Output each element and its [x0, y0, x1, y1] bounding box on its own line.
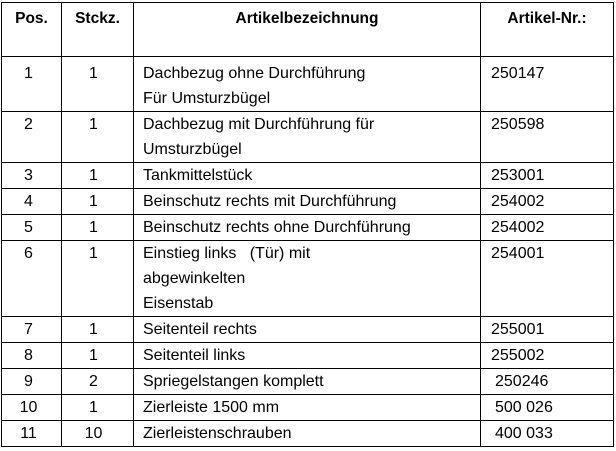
cell-article-number: 255002	[481, 343, 614, 369]
cell-description	[134, 163, 481, 189]
description-line: Umsturzbügel	[143, 141, 242, 158]
table-row	[2, 421, 614, 447]
description-line: Seitenteil links	[143, 347, 246, 364]
description-line: Dachbezug mit Durchführung für	[143, 116, 375, 133]
cell-article-number: 250598	[481, 112, 614, 163]
cell-description	[134, 241, 481, 317]
table-row	[2, 317, 614, 343]
table-row	[2, 241, 614, 317]
description-line: Einstieg links (Tür) mit	[143, 245, 311, 262]
cell-pos: 11	[2, 421, 62, 447]
cell-article-number: 255001	[481, 317, 614, 343]
cell-description	[134, 189, 481, 215]
cell-pos: 5	[2, 215, 62, 241]
header-description: Artikelbezeichnung	[134, 3, 481, 57]
header-article-number: Artikel-Nr.:	[481, 3, 614, 57]
cell-article-number: 253001	[481, 163, 614, 189]
cell-pos: 6	[2, 241, 62, 317]
cell-qty: 1	[62, 189, 134, 215]
cell-pos: 2	[2, 112, 62, 163]
cell-pos: 4	[2, 189, 62, 215]
cell-pos: 3	[2, 163, 62, 189]
cell-qty: 1	[62, 112, 134, 163]
cell-qty: 1	[62, 215, 134, 241]
cell-article-number: 254002	[481, 189, 614, 215]
table-row	[2, 163, 614, 189]
cell-qty: 1	[62, 57, 134, 112]
cell-qty: 2	[62, 369, 134, 395]
table-row	[2, 369, 614, 395]
cell-article-number: 500 026	[481, 395, 614, 421]
cell-article-number: 400 033	[481, 421, 614, 447]
header-qty: Stckz.	[62, 3, 134, 57]
cell-description	[134, 215, 481, 241]
description-line: abgewinkelten	[143, 270, 246, 287]
cell-description	[134, 112, 481, 163]
description-line: Beinschutz rechts mit Durchführung	[143, 193, 397, 210]
table-row	[2, 57, 614, 112]
cell-article-number: 250147	[481, 57, 614, 112]
cell-description	[134, 369, 481, 395]
table-body	[2, 57, 614, 447]
cell-qty: 10	[62, 421, 134, 447]
cell-description	[134, 395, 481, 421]
description-line: Eisenstab	[143, 295, 214, 312]
table-row	[2, 215, 614, 241]
cell-pos: 10	[2, 395, 62, 421]
cell-article-number: 254001	[481, 241, 614, 317]
table-row	[2, 343, 614, 369]
description-line: Für Umsturzbügel	[143, 90, 271, 107]
cell-pos: 1	[2, 57, 62, 112]
description-line: Tankmittelstück	[143, 167, 253, 184]
cell-article-number: 254002	[481, 215, 614, 241]
description-line: Zierleistenschrauben	[143, 425, 292, 442]
table-row	[2, 395, 614, 421]
parts-table	[1, 2, 614, 447]
description-line: Zierleiste 1500 mm	[143, 399, 280, 416]
cell-qty: 1	[62, 163, 134, 189]
cell-description	[134, 57, 481, 112]
cell-pos: 9	[2, 369, 62, 395]
table-row	[2, 189, 614, 215]
table-row	[2, 112, 614, 163]
cell-qty: 1	[62, 317, 134, 343]
description-line: Seitenteil rechts	[143, 321, 257, 338]
description-line: Beinschutz rechts ohne Durchführung	[143, 219, 411, 236]
cell-description	[134, 421, 481, 447]
cell-description	[134, 317, 481, 343]
cell-qty: 1	[62, 343, 134, 369]
header-pos: Pos.	[2, 3, 62, 57]
cell-qty: 1	[62, 395, 134, 421]
header-row	[2, 3, 614, 57]
description-line: Dachbezug ohne Durchführung	[143, 65, 366, 82]
description-line: Spriegelstangen komplett	[143, 373, 324, 390]
cell-qty: 1	[62, 241, 134, 317]
cell-description	[134, 343, 481, 369]
cell-article-number: 250246	[481, 369, 614, 395]
cell-pos: 8	[2, 343, 62, 369]
cell-pos: 7	[2, 317, 62, 343]
